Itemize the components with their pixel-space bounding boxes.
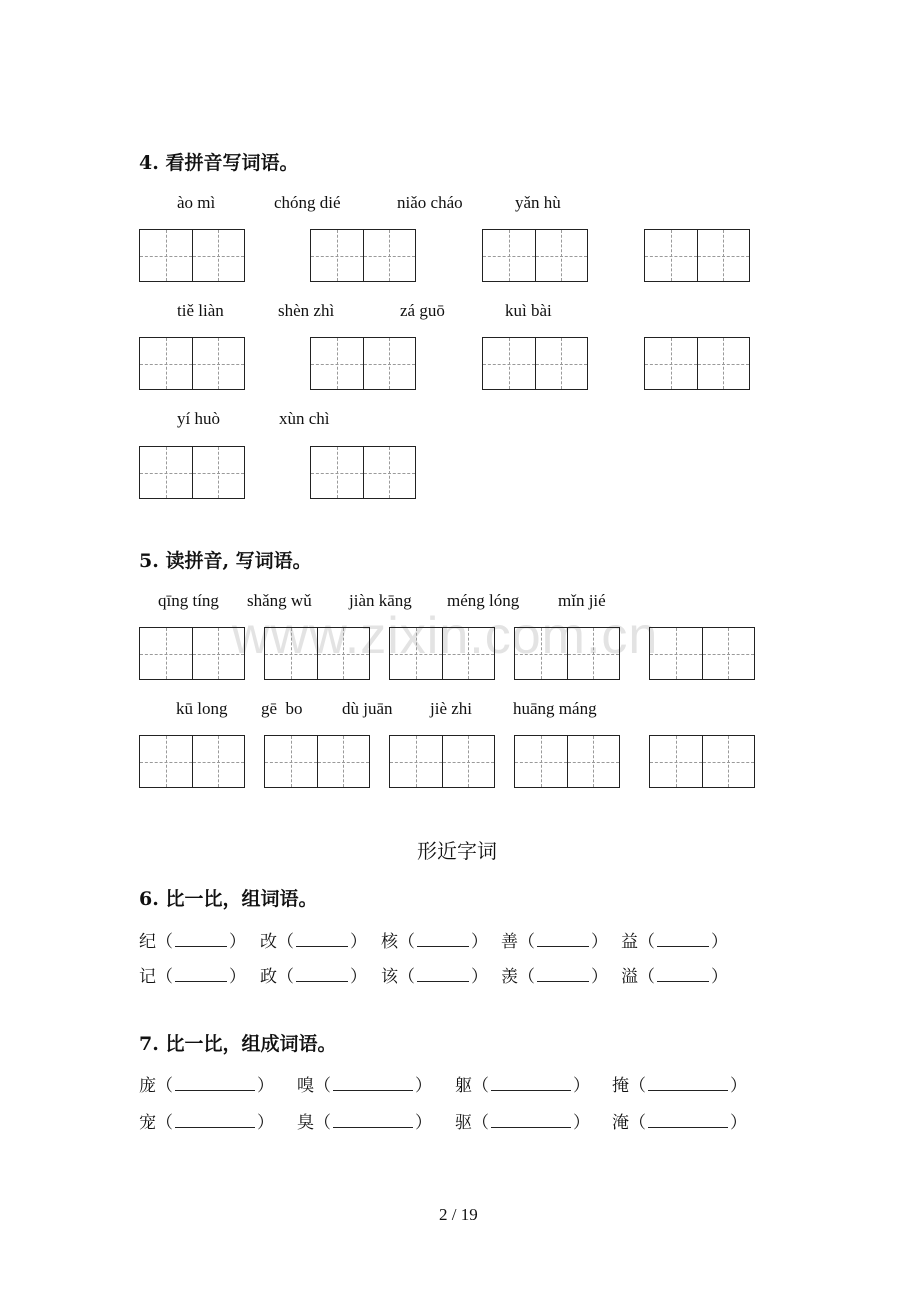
compare-item[interactable] bbox=[501, 927, 608, 952]
paren-open: （ bbox=[277, 967, 294, 987]
paren-close: ） bbox=[415, 1113, 432, 1133]
pinyin-label: huāng máng bbox=[513, 699, 597, 718]
watermark: www.zixin.com.cn bbox=[232, 607, 659, 665]
paren-open: （ bbox=[629, 1113, 646, 1133]
compare-item[interactable] bbox=[621, 962, 728, 987]
writing-grid[interactable] bbox=[264, 627, 370, 680]
compare-item[interactable] bbox=[455, 1108, 590, 1133]
compare-item[interactable] bbox=[260, 927, 367, 952]
compare-item[interactable] bbox=[139, 962, 246, 987]
pinyin-label: kū long bbox=[176, 699, 228, 718]
character: 淹 bbox=[612, 1113, 629, 1133]
writing-grid[interactable] bbox=[139, 627, 245, 680]
answer-blank[interactable] bbox=[537, 967, 589, 982]
pinyin-label: niǎo cháo bbox=[397, 193, 463, 212]
paren-close: ） bbox=[471, 967, 488, 987]
paren-close: ） bbox=[229, 932, 246, 952]
paren-open: （ bbox=[156, 1113, 173, 1133]
answer-blank[interactable] bbox=[648, 1076, 728, 1091]
paren-close: ） bbox=[573, 1076, 590, 1096]
pinyin-label: dù juān bbox=[342, 699, 393, 718]
paren-close: ） bbox=[415, 1076, 432, 1096]
paren-close: ） bbox=[257, 1076, 274, 1096]
question-4-title: 4. 看拼音写词语。 bbox=[139, 152, 299, 174]
pinyin-label: gē bo bbox=[261, 699, 303, 718]
answer-blank[interactable] bbox=[333, 1113, 413, 1128]
paren-open: （ bbox=[398, 967, 415, 987]
character: 核 bbox=[381, 932, 398, 952]
answer-blank[interactable] bbox=[296, 967, 348, 982]
paren-close: ） bbox=[591, 932, 608, 952]
writing-grid[interactable] bbox=[310, 229, 416, 282]
character: 宠 bbox=[139, 1113, 156, 1133]
paren-close: ） bbox=[350, 932, 367, 952]
section-title: 形近字词 bbox=[417, 839, 497, 863]
pinyin-label: méng lóng bbox=[447, 591, 520, 610]
answer-blank[interactable] bbox=[175, 967, 227, 982]
character: 记 bbox=[139, 967, 156, 987]
character: 臭 bbox=[297, 1113, 314, 1133]
compare-item[interactable] bbox=[139, 1071, 274, 1096]
answer-blank[interactable] bbox=[175, 1076, 255, 1091]
answer-blank[interactable] bbox=[175, 1113, 255, 1128]
writing-grid[interactable] bbox=[389, 735, 495, 788]
paren-open: （ bbox=[638, 967, 655, 987]
answer-blank[interactable] bbox=[417, 932, 469, 947]
writing-grid[interactable] bbox=[389, 627, 495, 680]
character: 益 bbox=[621, 932, 638, 952]
paren-open: （ bbox=[472, 1076, 489, 1096]
pinyin-label: chóng dié bbox=[274, 193, 341, 212]
paren-open: （ bbox=[277, 932, 294, 952]
compare-item[interactable] bbox=[501, 962, 608, 987]
pinyin-label: shǎng wǔ bbox=[247, 591, 312, 610]
writing-grid[interactable] bbox=[264, 735, 370, 788]
compare-item[interactable] bbox=[139, 927, 246, 952]
writing-grid[interactable] bbox=[482, 337, 588, 390]
paren-close: ） bbox=[730, 1076, 747, 1096]
answer-blank[interactable] bbox=[657, 932, 709, 947]
pinyin-label: tiě liàn bbox=[177, 301, 224, 320]
writing-grid[interactable] bbox=[139, 446, 245, 499]
writing-grid[interactable] bbox=[649, 627, 755, 680]
paren-close: ） bbox=[711, 967, 728, 987]
paren-close: ） bbox=[257, 1113, 274, 1133]
writing-grid[interactable] bbox=[310, 337, 416, 390]
character: 躯 bbox=[455, 1076, 472, 1096]
writing-grid[interactable] bbox=[139, 229, 245, 282]
paren-open: （ bbox=[518, 932, 535, 952]
character: 庞 bbox=[139, 1076, 156, 1096]
writing-grid[interactable] bbox=[514, 627, 620, 680]
answer-blank[interactable] bbox=[657, 967, 709, 982]
answer-blank[interactable] bbox=[537, 932, 589, 947]
paren-open: （ bbox=[314, 1076, 331, 1096]
character: 溢 bbox=[621, 967, 638, 987]
writing-grid[interactable] bbox=[649, 735, 755, 788]
pinyin-label: jiè zhi bbox=[430, 699, 473, 718]
pinyin-label: mǐn jié bbox=[558, 591, 606, 610]
writing-grid[interactable] bbox=[644, 229, 750, 282]
paren-open: （ bbox=[518, 967, 535, 987]
compare-item[interactable] bbox=[381, 927, 488, 952]
question-6-title: 6. 比一比，组词语。 bbox=[139, 888, 318, 910]
character: 驱 bbox=[455, 1113, 472, 1133]
question-7-title: 7. 比一比，组成词语。 bbox=[139, 1033, 337, 1055]
answer-blank[interactable] bbox=[175, 932, 227, 947]
page-number: 2 / 19 bbox=[439, 1205, 478, 1224]
writing-grid[interactable] bbox=[139, 337, 245, 390]
character: 羡 bbox=[501, 967, 518, 987]
compare-item[interactable] bbox=[297, 1071, 432, 1096]
pinyin-label: yǎn hù bbox=[515, 193, 561, 212]
answer-blank[interactable] bbox=[333, 1076, 413, 1091]
pinyin-label: jiàn kāng bbox=[349, 591, 412, 610]
answer-blank[interactable] bbox=[491, 1113, 571, 1128]
question-5-title: 5. 读拼音, 写词语。 bbox=[139, 550, 312, 572]
compare-item[interactable] bbox=[139, 1108, 274, 1133]
character: 纪 bbox=[139, 932, 156, 952]
paren-open: （ bbox=[156, 967, 173, 987]
pinyin-label: ào mì bbox=[177, 193, 216, 212]
pinyin-label: qīng tíng bbox=[158, 591, 219, 610]
answer-blank[interactable] bbox=[648, 1113, 728, 1128]
paren-close: ） bbox=[711, 932, 728, 952]
pinyin-label: xùn chì bbox=[279, 409, 330, 428]
paren-close: ） bbox=[573, 1113, 590, 1133]
paren-close: ） bbox=[471, 932, 488, 952]
answer-blank[interactable] bbox=[296, 932, 348, 947]
compare-item[interactable] bbox=[455, 1071, 590, 1096]
character: 善 bbox=[501, 932, 518, 952]
paren-open: （ bbox=[398, 932, 415, 952]
character: 该 bbox=[381, 967, 398, 987]
writing-grid[interactable] bbox=[310, 446, 416, 499]
paren-open: （ bbox=[156, 932, 173, 952]
character: 掩 bbox=[612, 1076, 629, 1096]
writing-grid[interactable] bbox=[139, 735, 245, 788]
paren-open: （ bbox=[629, 1076, 646, 1096]
writing-grid[interactable] bbox=[482, 229, 588, 282]
compare-item[interactable] bbox=[381, 962, 488, 987]
paren-open: （ bbox=[314, 1113, 331, 1133]
paren-close: ） bbox=[229, 967, 246, 987]
paren-close: ） bbox=[350, 967, 367, 987]
compare-item[interactable] bbox=[621, 927, 728, 952]
paren-close: ） bbox=[591, 967, 608, 987]
writing-grid[interactable] bbox=[644, 337, 750, 390]
pinyin-label: kuì bài bbox=[505, 301, 552, 320]
paren-open: （ bbox=[472, 1113, 489, 1133]
compare-item[interactable] bbox=[260, 962, 367, 987]
pinyin-label: shèn zhì bbox=[278, 301, 335, 320]
paren-close: ） bbox=[730, 1113, 747, 1133]
character: 改 bbox=[260, 932, 277, 952]
pinyin-label: zá guō bbox=[400, 301, 445, 320]
paren-open: （ bbox=[156, 1076, 173, 1096]
compare-item[interactable] bbox=[297, 1108, 432, 1133]
character: 政 bbox=[260, 967, 277, 987]
pinyin-label: yí huò bbox=[177, 409, 220, 428]
paren-open: （ bbox=[638, 932, 655, 952]
answer-blank[interactable] bbox=[491, 1076, 571, 1091]
answer-blank[interactable] bbox=[417, 967, 469, 982]
writing-grid[interactable] bbox=[514, 735, 620, 788]
compare-item[interactable] bbox=[612, 1108, 747, 1133]
compare-item[interactable] bbox=[612, 1071, 747, 1096]
character: 嗅 bbox=[297, 1076, 314, 1096]
